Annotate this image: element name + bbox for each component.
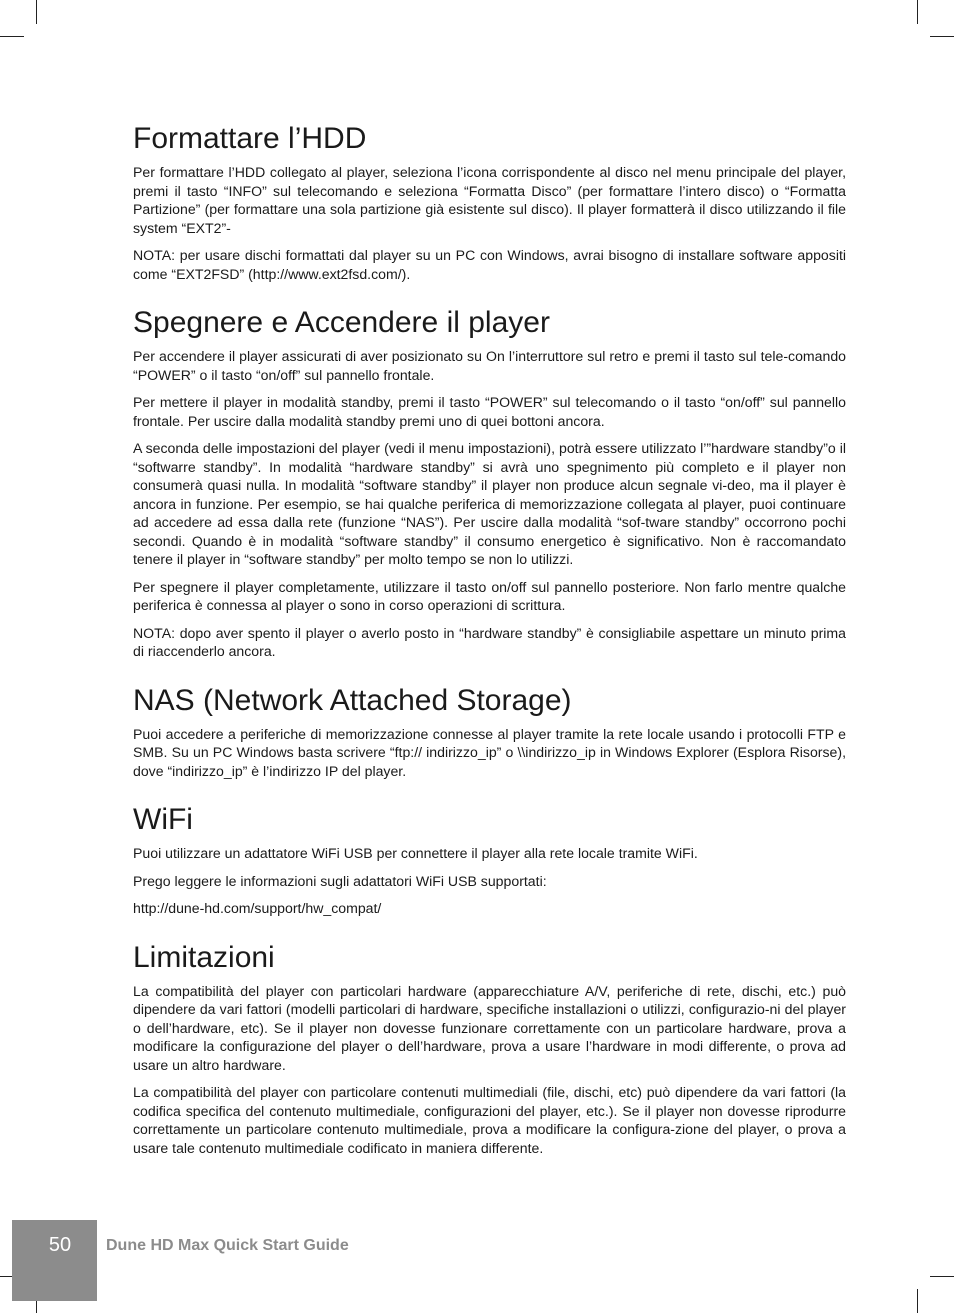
paragraph: Puoi accedere a periferiche di memorizzazione connesse al player tramite la rete locale usando i protocolli FTP e SMB. Su un PC Windows basta scrivere “ftp:// indirizzo_ip” o \\indirizzo_ip in Windows Explorer (Esplora Risorse), dove “indirizzo_ip” è l’indirizzo IP del player. [133,725,846,779]
paragraph: Puoi utilizzare un adattatore WiFi USB per connettere il player alla rete locale tramite WiFi. [133,845,698,861]
paragraph: La compatibilità del player con particolare contenuti multimediali (file, dischi, etc) può dipendere da vari fattori (la codifica specifica del contenuto multimediale, configurazioni del player, etc.). Se il player non dovesse riprodurre correttamente un particolare contenuto multimediale, prova a modificare la configura-zione del player, o prova a usare tale contenuto multimediale codificato in maniera differente. [133,1084,846,1156]
section-title: Limitazioni [133,940,275,974]
page-content [133,120,846,1178]
section-formattare-hdd [133,120,846,283]
crop-mark [36,0,37,24]
section-wifi [133,801,846,918]
section-spegnere-accendere [133,304,846,661]
paragraph: La compatibilità del player con particolari hardware (apparecchiature A/V, periferiche di rete, dischi, etc.) può dipendere da vari fattori (modelli particolari di hardware, specifiche installazioni o utilizzi, configurazio-ni del player o dell’hardware, etc). Se il player non dovesse funzionare correttamente con un particolare hardware, prova a modificare la configurazione del player o dell’hardware, prova a usare l’hardware in modi differente, o prova ad usare un altro hardware. [133,982,846,1073]
page-number: 50 [48,1234,72,1256]
paragraph: Per spegnere il player completamente, utilizzare il tasto on/off sul pannello posteriore. Non farlo mentre qualche periferica è connessa al player o sono in corso operazioni di scrittura. [133,578,846,613]
section-limitazioni [133,939,846,1158]
paragraph: A seconda delle impostazioni del player (vedi il menu impostazioni), potrà essere utilizzato l’”hardware standby”o il “softwarre standby”. In modalità “hardware standby” si avrà uno spegnimento più completo e il player non consumerà quasi nulla. In modalità “software standby” il player non produce alcun segnale vi-deo, ma il player è ancora in funzione. Per esempio, se hai qualche periferica di memorizzazione collegata al player, puoi continuare ad accedere ad essa dalla rete (funzione “NAS”). Per uscire dalla modalità “sof-tware standby” occorrono pochi secondi. Quando è in modalità “software standby” il consumo energetico è significativo. Non è raccomandato tenere il player in “software standby” per molto tempo se non lo utilizzi. [133,440,846,567]
paragraph: Per formattare l’HDD collegato al player, seleziona l’icona corrispondente al disco nel menu principale del player, premi il tasto “INFO” sul telecomando e seleziona “Formatta Disco” (per formattare l’intero disco) o “Formatta Partizione” (per formattare una sola partizione già esistente sul disco). Il player formatterà il disco utilizzando il file system “EXT2”- [133,164,846,236]
crop-mark [930,1276,954,1277]
section-nas [133,682,846,781]
page-number-box [12,1220,97,1301]
paragraph: Per mettere il player in modalità standby, premi il tasto “POWER” sul telecomando o il tasto “on/off” sul pannello frontale. Per uscire dalla modalità standby premi uno di quei bottoni ancora. [133,394,846,429]
paragraph: NOTA: per usare dischi formattati dal player su un PC con Windows, avrai bisogno di installare software appositi come “EXT2FSD” (http://www.ext2fsd.com/). [133,247,846,282]
section-title: Spegnere e Accendere il player [133,306,550,339]
crop-mark [917,0,918,24]
section-title: WiFi [133,803,193,836]
paragraph: NOTA: dopo aver spento il player o averlo posto in “hardware standby” è consigliabile aspettare un minuto prima di riaccenderlo ancora. [133,624,846,659]
paragraph: Prego leggere le informazioni sugli adattatori WiFi USB supportati: [133,872,547,889]
section-title: NAS (Network Attached Storage) [133,683,572,717]
crop-mark [917,1289,918,1313]
section-title: Formattare l’HDD [133,122,367,155]
crop-mark [930,36,954,37]
guide-title: Dune HD Max Quick Start Guide [106,1237,349,1254]
support-link[interactable]: http://dune-hd.com/support/hw_compat/ [133,900,382,916]
crop-mark [0,36,24,37]
paragraph: Per accendere il player assicurati di aver posizionato su On l’interruttore sul retro e premi il tasto sul tele-comando “POWER” o il tasto “on/off” sul pannello frontale. [133,348,846,383]
